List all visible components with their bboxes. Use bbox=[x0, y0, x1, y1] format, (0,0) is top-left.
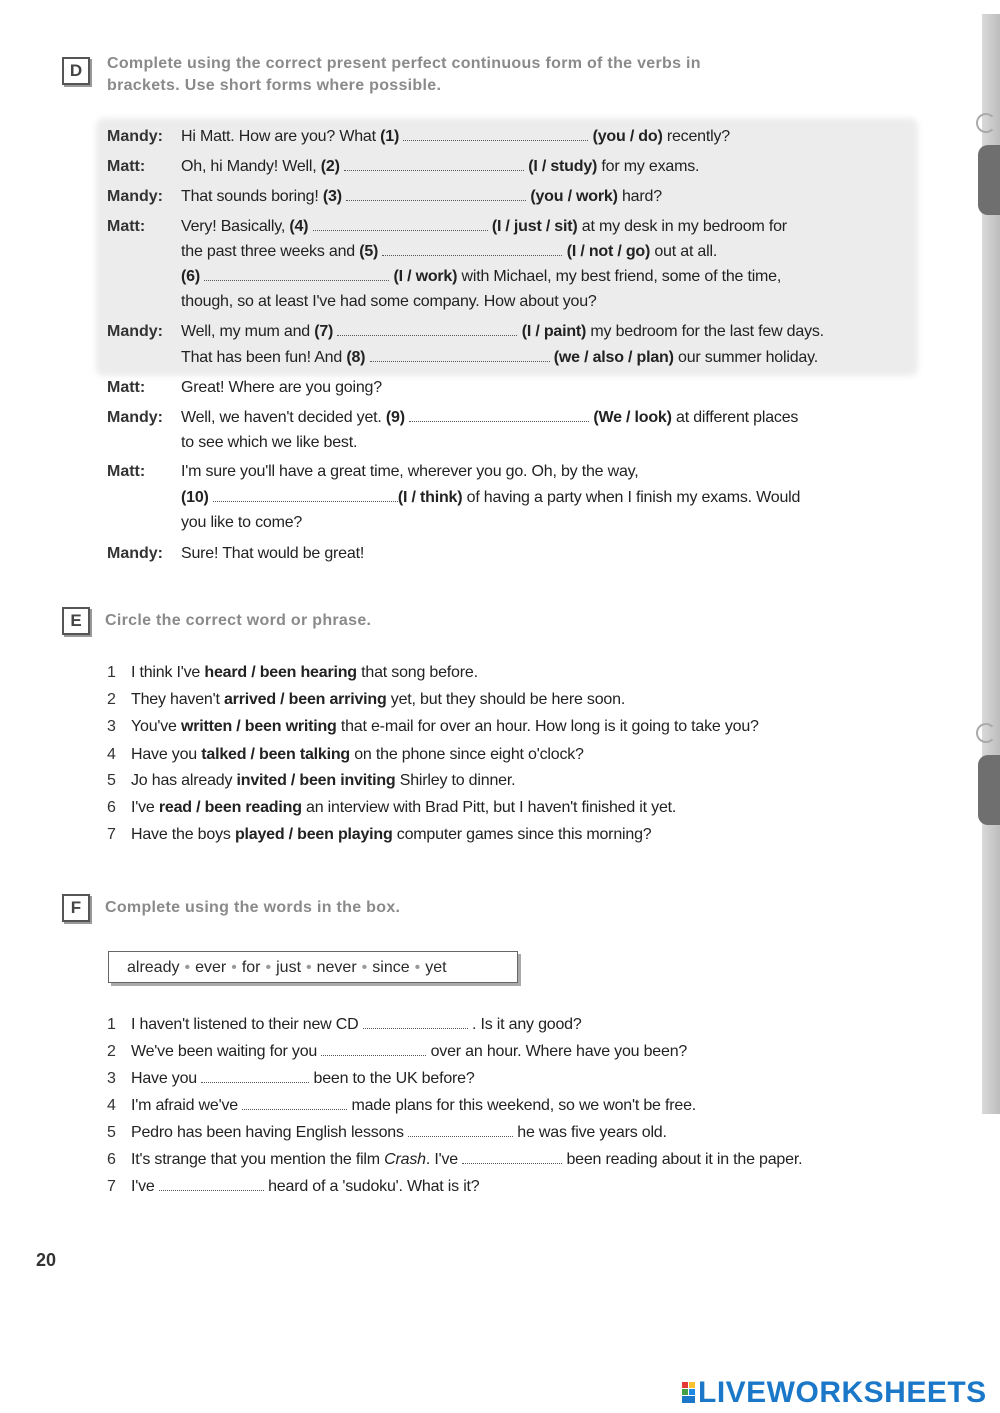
verb-prompt: (you / do) bbox=[592, 128, 663, 145]
item-number: 2 bbox=[107, 1043, 116, 1060]
section-f-letter: F bbox=[62, 894, 90, 922]
speaker-mandy: Mandy: bbox=[107, 128, 163, 145]
text: that song before. bbox=[356, 664, 478, 681]
answer-blank[interactable] bbox=[159, 1178, 264, 1191]
text: heard of a 'sudoku'. What is it? bbox=[263, 1178, 480, 1195]
dialogue-line-4 bbox=[181, 218, 787, 236]
answer-blank[interactable] bbox=[363, 1016, 468, 1029]
text: It's strange that you mention the film bbox=[131, 1151, 385, 1168]
text: Great! Where are you going? bbox=[181, 379, 382, 396]
text: to see which we like best. bbox=[181, 434, 358, 451]
answer-blank[interactable] bbox=[242, 1097, 347, 1110]
gap-number: (6) bbox=[181, 268, 200, 285]
text: he was five years old. bbox=[513, 1124, 667, 1141]
fill-item bbox=[131, 1016, 582, 1034]
fill-item bbox=[131, 1070, 475, 1088]
section-e-letter: E bbox=[62, 607, 90, 635]
speaker-matt: Matt: bbox=[107, 463, 146, 480]
circle-item bbox=[131, 826, 651, 844]
dialogue-line-15 bbox=[181, 514, 302, 532]
item-number: 7 bbox=[107, 826, 116, 843]
dialogue-line-12 bbox=[181, 434, 357, 452]
text: our summer holiday. bbox=[673, 349, 818, 366]
text: That sounds boring! bbox=[181, 188, 323, 205]
liveworksheets-logo-icon bbox=[682, 1382, 696, 1404]
text: over an hour. Where have you been? bbox=[426, 1043, 688, 1060]
choice-options[interactable]: arrived / been arriving bbox=[223, 691, 387, 708]
edge-ring-icon bbox=[976, 113, 996, 133]
text: Have you bbox=[131, 746, 202, 763]
item-number: 1 bbox=[107, 1016, 116, 1033]
choice-options[interactable]: read / been reading bbox=[158, 799, 302, 816]
verb-prompt: (we / also / plan) bbox=[553, 349, 674, 366]
gap-number: (3) bbox=[322, 188, 342, 205]
item-number: 4 bbox=[107, 746, 116, 763]
gap-number: (7) bbox=[314, 323, 334, 340]
text: They haven't bbox=[131, 691, 224, 708]
word-box bbox=[108, 951, 518, 983]
text: Have the boys bbox=[131, 826, 235, 843]
film-title: Crash bbox=[384, 1151, 426, 1168]
gap-number: (2) bbox=[320, 158, 340, 175]
verb-prompt: (I / study) bbox=[528, 158, 598, 175]
speaker-matt: Matt: bbox=[107, 158, 146, 175]
text: I'm afraid we've bbox=[131, 1097, 243, 1114]
text: I think I've bbox=[131, 664, 205, 681]
speaker-mandy: Mandy: bbox=[107, 188, 163, 205]
choice-options[interactable]: talked / been talking bbox=[201, 746, 350, 763]
text: I haven't listened to their new CD bbox=[131, 1016, 363, 1033]
text: I've bbox=[131, 1178, 159, 1195]
answer-blank[interactable] bbox=[408, 1124, 513, 1137]
word-option: since bbox=[372, 959, 410, 976]
word-option: already bbox=[127, 959, 180, 976]
dialogue-line-16 bbox=[181, 545, 364, 563]
dialogue-line-8 bbox=[181, 323, 824, 341]
dialogue-line-11 bbox=[181, 409, 798, 427]
text: been to the UK before? bbox=[309, 1070, 475, 1087]
answer-blank-7[interactable] bbox=[337, 323, 517, 336]
text: an interview with Brad Pitt, but I haven't finished it yet. bbox=[301, 799, 677, 816]
brand-logo-text: LIVEWORKSHEETS bbox=[698, 1376, 987, 1409]
text: on the phone since eight o'clock? bbox=[349, 746, 584, 763]
dialogue-line-6 bbox=[181, 268, 781, 286]
dialogue-line-10 bbox=[181, 379, 382, 397]
text: computer games since this morning? bbox=[392, 826, 652, 843]
fill-item bbox=[131, 1097, 696, 1115]
instruction-line-2: brackets. Use short forms where possible. bbox=[107, 77, 442, 94]
text: made plans for this weekend, so we won't be free. bbox=[347, 1097, 697, 1114]
item-number: 2 bbox=[107, 691, 116, 708]
edge-tab bbox=[978, 755, 1000, 825]
dialogue-line-9 bbox=[181, 349, 818, 367]
text: Very! Basically, bbox=[181, 218, 290, 235]
item-number: 6 bbox=[107, 1151, 116, 1168]
gap-number: (1) bbox=[380, 128, 400, 145]
speaker-mandy: Mandy: bbox=[107, 545, 163, 562]
bullet: • bbox=[231, 959, 237, 976]
bullet: • bbox=[361, 959, 368, 976]
text: my bedroom for the last few days. bbox=[586, 323, 824, 340]
text: . I've bbox=[425, 1151, 463, 1168]
instruction-line-1: Complete using the correct present perfect continuous form of the verbs in bbox=[107, 55, 701, 72]
speaker-matt: Matt: bbox=[107, 218, 146, 235]
answer-blank-4[interactable] bbox=[313, 218, 488, 231]
word-option: never bbox=[316, 959, 357, 976]
section-d-letter: D bbox=[62, 57, 90, 85]
item-number: 6 bbox=[107, 799, 116, 816]
item-number: 1 bbox=[107, 664, 116, 681]
edge-tab bbox=[978, 145, 1000, 215]
bullet: • bbox=[184, 959, 191, 976]
bullet: • bbox=[414, 959, 421, 976]
answer-blank-3[interactable] bbox=[346, 188, 526, 201]
dialogue-line-5 bbox=[181, 243, 717, 261]
item-number: 5 bbox=[107, 1124, 116, 1141]
text: the past three weeks and bbox=[181, 243, 360, 260]
fill-item bbox=[131, 1043, 687, 1061]
verb-prompt: (you / work) bbox=[530, 188, 618, 205]
verb-prompt: (I / think) bbox=[397, 489, 463, 506]
text: you like to come? bbox=[181, 514, 303, 531]
fill-item bbox=[131, 1151, 802, 1169]
text: yet, but they should be here soon. bbox=[386, 691, 626, 708]
gap-number: (8) bbox=[346, 349, 366, 366]
text: Oh, hi Mandy! Well, bbox=[181, 158, 321, 175]
text: at different places bbox=[671, 409, 799, 426]
circle-item bbox=[131, 691, 625, 709]
word-option: yet bbox=[425, 959, 447, 976]
text: . Is it any good? bbox=[467, 1016, 582, 1033]
circle-item bbox=[131, 718, 759, 736]
answer-blank-1[interactable] bbox=[403, 128, 588, 141]
text: We've been waiting for you bbox=[131, 1043, 322, 1060]
gap-number: (9) bbox=[385, 409, 405, 426]
gap-number: (5) bbox=[359, 243, 379, 260]
item-number: 4 bbox=[107, 1097, 116, 1114]
text: out at all. bbox=[650, 243, 718, 260]
dialogue-line-13 bbox=[181, 463, 639, 481]
bullet: • bbox=[306, 959, 312, 976]
answer-blank-2[interactable] bbox=[344, 158, 524, 171]
circle-item bbox=[131, 772, 515, 790]
page-number: 20 bbox=[36, 1250, 57, 1270]
verb-prompt: (I / just / sit) bbox=[491, 218, 578, 235]
section-f-instruction: Complete using the words in the box. bbox=[105, 899, 401, 916]
item-number: 3 bbox=[107, 718, 116, 735]
text: Hi Matt. How are you? What bbox=[181, 128, 381, 145]
word-option: just bbox=[276, 959, 302, 976]
speaker-mandy: Mandy: bbox=[107, 323, 163, 340]
answer-blank-9[interactable] bbox=[409, 409, 589, 422]
edge-ring-icon bbox=[976, 723, 996, 743]
item-number: 5 bbox=[107, 772, 116, 789]
dialogue-line-3 bbox=[181, 188, 662, 206]
text: of having a party when I finish my exams. Would bbox=[462, 489, 801, 506]
choice-options[interactable]: invited / been inviting bbox=[236, 772, 396, 789]
answer-blank-8[interactable] bbox=[370, 349, 550, 362]
text: Well, we haven't decided yet. bbox=[181, 409, 386, 426]
text: though, so at least I've had some company. How about you? bbox=[181, 293, 597, 310]
verb-prompt: (I / not / go) bbox=[566, 243, 651, 260]
choice-options[interactable]: heard / been hearing bbox=[204, 664, 357, 681]
answer-blank-6[interactable] bbox=[204, 268, 389, 281]
answer-blank[interactable] bbox=[201, 1070, 309, 1083]
circle-item bbox=[131, 799, 676, 817]
fill-item bbox=[131, 1124, 667, 1142]
gap-number: (4) bbox=[289, 218, 309, 235]
text: Sure! That would be great! bbox=[181, 545, 365, 562]
dialogue-line-2 bbox=[181, 158, 699, 176]
text: Pedro has been having English lessons bbox=[131, 1124, 409, 1141]
dialogue-line-1 bbox=[181, 128, 730, 146]
word-option: ever bbox=[195, 959, 227, 976]
choice-options[interactable]: played / been playing bbox=[234, 826, 393, 843]
section-e-instruction: Circle the correct word or phrase. bbox=[105, 612, 372, 629]
verb-prompt: (We / look) bbox=[593, 409, 672, 426]
text: at my desk in my bedroom for bbox=[577, 218, 787, 235]
text: hard? bbox=[617, 188, 662, 205]
text: You've bbox=[131, 718, 181, 735]
dialogue-line-7 bbox=[181, 293, 597, 311]
answer-blank[interactable] bbox=[321, 1043, 426, 1056]
text: Have you bbox=[131, 1070, 202, 1087]
text: I've bbox=[131, 799, 159, 816]
circle-item bbox=[131, 664, 478, 682]
section-d-instruction bbox=[107, 53, 701, 97]
word-option: for bbox=[241, 959, 261, 976]
text: been reading about it in the paper. bbox=[562, 1151, 803, 1168]
item-number: 3 bbox=[107, 1070, 116, 1087]
gap-number: (10) bbox=[181, 489, 209, 506]
text: I'm sure you'll have a great time, wherever you go. Oh, by the way, bbox=[181, 463, 639, 480]
text: Jo has already bbox=[131, 772, 237, 789]
item-number: 7 bbox=[107, 1178, 116, 1195]
text: for my exams. bbox=[597, 158, 700, 175]
choice-options[interactable]: written / been writing bbox=[181, 718, 337, 735]
dialogue-line-14 bbox=[181, 489, 800, 507]
text: recently? bbox=[662, 128, 730, 145]
text: Well, my mum and bbox=[181, 323, 315, 340]
text: with Michael, my best friend, some of the time, bbox=[457, 268, 782, 285]
speaker-mandy: Mandy: bbox=[107, 409, 163, 426]
verb-prompt: (I / paint) bbox=[521, 323, 587, 340]
answer-blank-5[interactable] bbox=[382, 243, 562, 256]
answer-blank[interactable] bbox=[462, 1151, 562, 1164]
text: Shirley to dinner. bbox=[395, 772, 516, 789]
verb-prompt: (I / work) bbox=[393, 268, 458, 285]
speaker-matt: Matt: bbox=[107, 379, 146, 396]
fill-item bbox=[131, 1178, 480, 1196]
text: That has been fun! And bbox=[181, 349, 347, 366]
circle-item bbox=[131, 746, 584, 764]
bullet: • bbox=[265, 959, 272, 976]
text: that e-mail for over an hour. How long is it going to take you? bbox=[336, 718, 759, 735]
answer-blank-10[interactable] bbox=[213, 489, 398, 502]
